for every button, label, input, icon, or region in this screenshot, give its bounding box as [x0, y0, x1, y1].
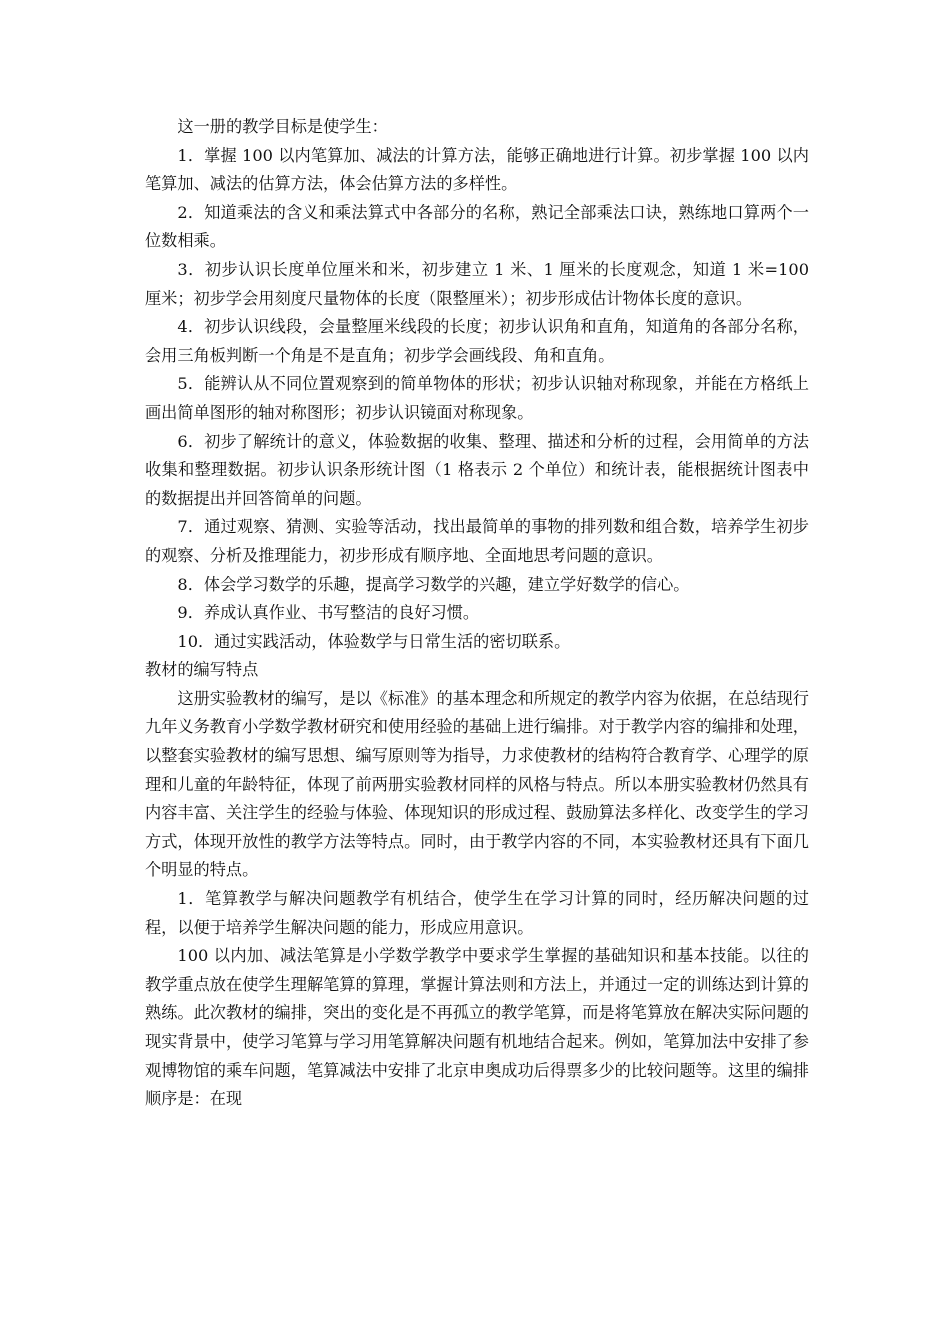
goal-item-6: 6．初步了解统计的意义，体验数据的收集、整理、描述和分析的过程，会用简单的方法收集和整理数据。初步认识条形统计图（1 格表示 2 个单位）和统计表，能根据统计图表中的数据提出并回答简单的问题。 [145, 431, 809, 508]
goal-item-2: 2．知道乘法的含义和乘法算式中各部分的名称，熟记全部乘法口诀，熟练地口算两个一位数相乘。 [145, 202, 809, 251]
section-paragraph-3: 100 以内加、减法笔算是小学数学教学中要求学生掌握的基础知识和基本技能。以往的教学重点放在使学生理解笔算的算理，掌握计算法则和方法上，并通过一定的训练达到计算的熟练。此次教材的编排，突出的变化是不再孤立的教学笔算，而是将笔算放在解决实际问题的现实背景中，使学习笔算与学习用笔算解决问题有机地结合起来。例如，笔算加法中安排了参观博物馆的乘车问题，笔算减法中安排了北京申奥成功后得票多少的比较问题等。这里的编排顺序是：在现 [145, 946, 809, 1109]
section-paragraph-1: 这册实验教材的编写，是以《标准》的基本理念和所规定的教学内容为依据，在总结现行九年义务教育小学数学教材研究和使用经验的基础上进行编排。对于教学内容的编排和处理，以整套实验教材的编写思想、编写原则等为指导，力求使教材的结构符合教育学、心理学的原理和儿童的年龄特征，体现了前两册实验教材同样的风格与特点。所以本册实验教材仍然具有内容丰富、关注学生的经验与体验、体现知识的形成过程、鼓励算法多样化、改变学生的学习方式，体现开放性的教学方法等特点。同时，由于教学内容的不同，本实验教材还具有下面几个明显的特点。 [145, 688, 809, 880]
document-page [145, 113, 809, 1114]
goal-item-3: 3．初步认识长度单位厘米和米，初步建立 1 米、1 厘米的长度观念，知道 1 米=100 厘米；初步学会用刻度尺量物体的长度（限整厘米）；初步形成估计物体长度的意识。 [145, 259, 809, 308]
goal-item-9: 9．养成认真作业、书写整洁的良好习惯。 [177, 603, 480, 623]
goal-item-1: 1．掌握 100 以内笔算加、减法的计算方法，能够正确地进行计算。初步掌握 100 以内笔算加、减法的估算方法，体会估算方法的多样性。 [145, 145, 809, 194]
goal-item-10: 10．通过实践活动，体验数学与日常生活的密切联系。 [177, 631, 571, 651]
goal-item-8: 8．体会学习数学的乐趣，提高学习数学的兴趣，建立学好数学的信心。 [177, 574, 690, 594]
goal-item-5: 5．能辨认从不同位置观察到的简单物体的形状；初步认识轴对称现象，并能在方格纸上画出简单图形的轴对称图形；初步认识镜面对称现象。 [145, 374, 809, 422]
section-paragraph-2: 1．笔算教学与解决问题教学有机结合，使学生在学习计算的同时，经历解决问题的过程，以便于培养学生解决问题的能力，形成应用意识。 [145, 889, 809, 937]
section-heading: 教材的编写特点 [145, 660, 259, 680]
intro-paragraph: 这一册的教学目标是使学生： [177, 117, 388, 136]
goal-item-4: 4．初步认识线段，会量整厘米线段的长度；初步认识角和直角，知道角的各部分名称，会用三角板判断一个角是不是直角；初步学会画线段、角和直角。 [145, 317, 809, 365]
goal-item-7: 7．通过观察、猜测、实验等活动，找出最简单的事物的排列数和组合数，培养学生初步的观察、分析及推理能力，初步形成有顺序地、全面地思考问题的意识。 [145, 517, 809, 565]
